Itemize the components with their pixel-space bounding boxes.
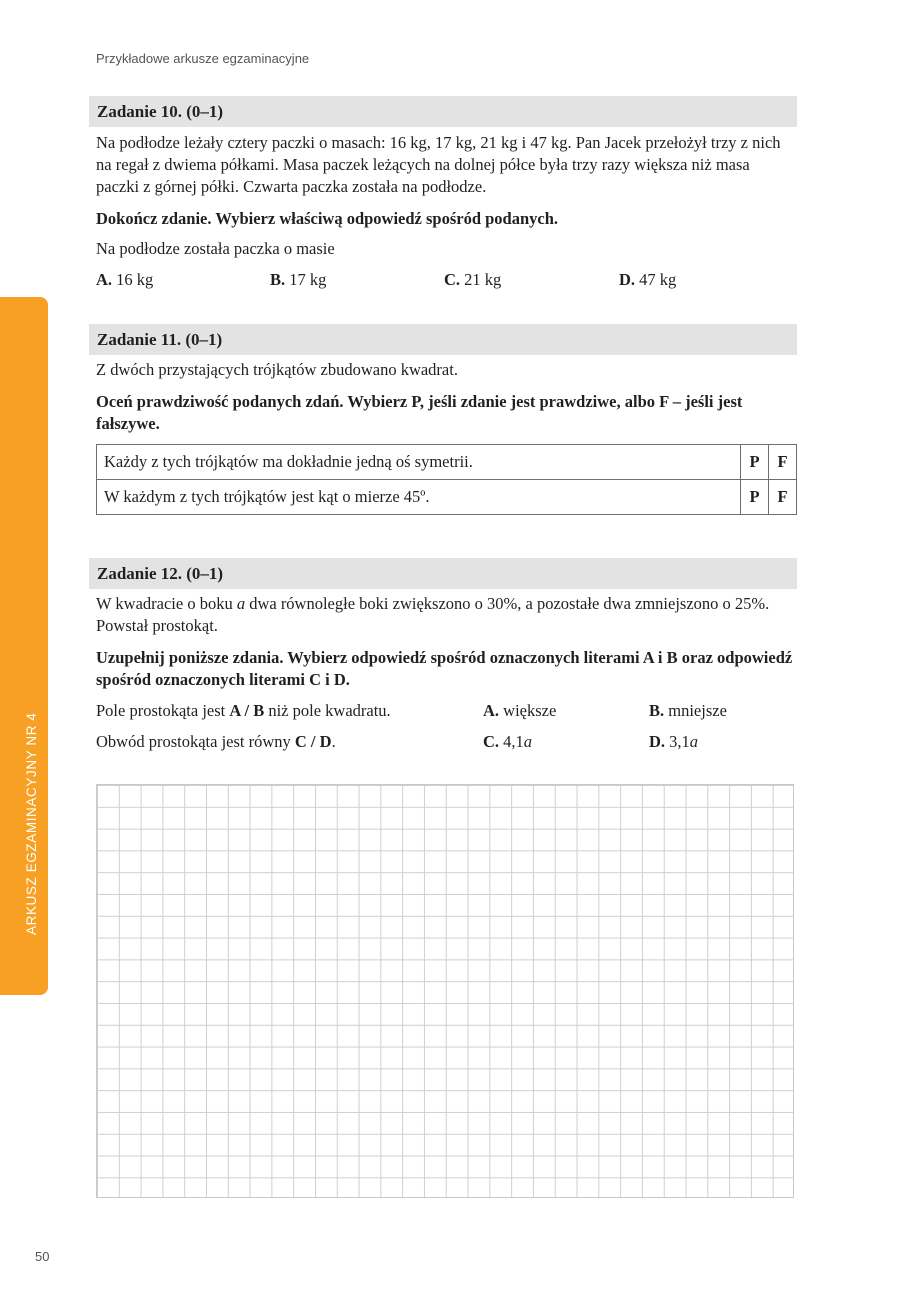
task-10-option-c[interactable] <box>444 269 501 291</box>
option-text: 21 kg <box>460 270 502 289</box>
statement-1: Każdy z tych trójkątów ma dokładnie jedną oś symetrii. <box>97 445 741 480</box>
choice-cd: C / D <box>294 732 332 751</box>
task-12-option-a[interactable] <box>483 700 556 722</box>
intro-text-a: W kwadracie o boku <box>96 594 237 613</box>
option-letter: C. <box>444 270 461 289</box>
task-10-option-d[interactable] <box>619 269 676 291</box>
true-false-table <box>96 444 797 515</box>
statement-2-false-cell[interactable]: F <box>769 480 797 515</box>
table-row <box>97 445 797 480</box>
option-text: 17 kg <box>285 270 327 289</box>
task-10-stem: Na podłodze została paczka o masie <box>96 239 335 258</box>
task-12-title: Zadanie 12. (0–1) <box>89 558 797 589</box>
running-header: Przykładowe arkusze egzaminacyjne <box>96 51 310 66</box>
task-12-option-d[interactable] <box>649 731 698 753</box>
task-10-option-b[interactable] <box>270 269 326 291</box>
sentence-text: . <box>331 732 336 751</box>
option-text: większe <box>499 701 557 720</box>
sentence-text: Pole prostokąta jest <box>96 701 230 720</box>
side-tab <box>0 297 48 995</box>
option-number: 4,1 <box>499 732 524 751</box>
task-12-option-b[interactable] <box>649 700 727 722</box>
option-text: 16 kg <box>112 270 154 289</box>
task-12-option-c[interactable] <box>483 731 532 753</box>
task-10-instruction: Dokończ zdanie. Wybierz właściwą odpowiedź spośród podanych. <box>96 209 559 228</box>
variable-a: a <box>236 594 246 613</box>
intro-text-b: dwa równoległe boki zwiększono o 30%, a pozostałe dwa zmniejszono o 25%. Powstał prostokąt. <box>96 594 770 635</box>
option-number: 3,1 <box>665 732 690 751</box>
variable-a: a <box>523 732 533 751</box>
option-letter: A. <box>483 701 500 720</box>
task-10-option-a[interactable] <box>96 269 153 291</box>
option-letter: C. <box>483 732 500 751</box>
task-10-intro: Na podłodze leżały cztery paczki o masach: 16 kg, 17 kg, 21 kg i 47 kg. Pan Jacek przełożył trzy z nich na regał z dwiema półkami. Masa paczek leżących na dolnej półce była trzy razy większa niż masa paczki z górnej półki. Czwarta paczka została na podłodze. <box>96 133 781 196</box>
option-letter: A. <box>96 270 113 289</box>
option-letter: B. <box>270 270 286 289</box>
side-tab-label: ARKUSZ EGZAMINACYJNY NR 4 <box>24 712 39 935</box>
task-12-intro <box>96 593 796 637</box>
variable-a: a <box>689 732 699 751</box>
scratch-grid <box>96 784 794 1198</box>
statement-1-false-cell[interactable]: F <box>769 445 797 480</box>
choice-ab: A / B <box>229 701 265 720</box>
task-10-title: Zadanie 10. (0–1) <box>89 96 797 127</box>
task-11-instruction: Oceń prawdziwość podanych zdań. Wybierz P, jeśli zdanie jest prawdziwe, albo F – jeśli jest fałszywe. <box>96 392 743 433</box>
sentence-text: Obwód prostokąta jest równy <box>96 732 295 751</box>
statement-2: W każdym z tych trójkątów jest kąt o mierze 45º. <box>97 480 741 515</box>
option-text: 47 kg <box>635 270 677 289</box>
table-row <box>97 480 797 515</box>
task-11-title: Zadanie 11. (0–1) <box>89 324 797 355</box>
task-12-instruction: Uzupełnij poniższe zdania. Wybierz odpowiedź spośród oznaczonych literami A i B oraz odpowiedź spośród oznaczonych literami C i D. <box>96 648 793 689</box>
statement-2-true-cell[interactable]: P <box>741 480 769 515</box>
task-12-sentence-1 <box>96 700 391 722</box>
statement-1-true-cell[interactable]: P <box>741 445 769 480</box>
task-11-intro: Z dwóch przystających trójkątów zbudowano kwadrat. <box>96 360 458 379</box>
sentence-text: niż pole kwadratu. <box>264 701 391 720</box>
option-text: mniejsze <box>664 701 727 720</box>
task-12-sentence-2 <box>96 731 336 753</box>
option-letter: D. <box>619 270 636 289</box>
option-letter: D. <box>649 732 666 751</box>
page-number: 50 <box>35 1249 50 1264</box>
option-letter: B. <box>649 701 665 720</box>
